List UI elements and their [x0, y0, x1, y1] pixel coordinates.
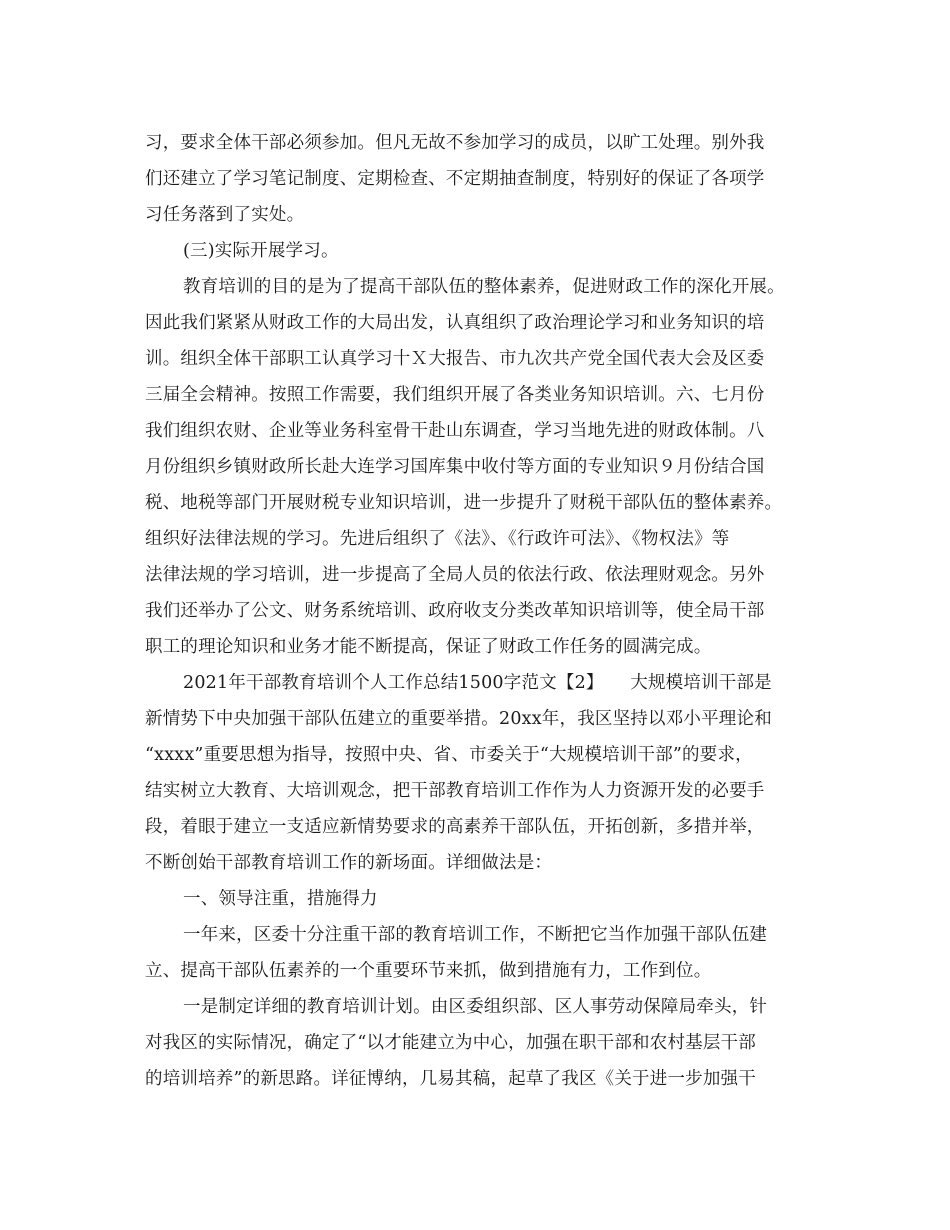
- text-line: 我们还举办了公文、财务系统培训、政府收支分类改革知识培训等，使全局干部: [145, 601, 765, 621]
- text-line: 因此我们紧紧从财政工作的大局出发，认真组织了政治理论学习和业务知识的培: [145, 313, 765, 333]
- text-line: 们还建立了学习笔记制度、定期检查、不定期抽查制度，特别好的保证了各项学: [145, 169, 765, 189]
- text-line: 税、地税等部门开展财税专业知识培训，进一步提升了财税干部队伍的整体素养。: [145, 493, 783, 513]
- text-line: 三届全会精神。按照工作需要，我们组织开展了各类业务知识培训。六、七月份: [145, 385, 765, 405]
- text-line: 对我区的实际情况，确定了“以才能建立为中心，加强在职干部和农村基层干部: [145, 1033, 756, 1053]
- text-line: 月份组织乡镇财政所长赴大连学习国库集中收付等方面的专业知识９月份结合国: [145, 457, 765, 477]
- text-line: 训。组织全体干部职工认真学习十Ｘ大报告、市九次共产党全国代表大会及区委: [145, 349, 765, 369]
- section-heading: (三)实际开展学习。: [183, 241, 339, 261]
- text-line: 组织好法律法规的学习。先进后组织了《法》、《行政许可法》、《物权法》等: [145, 529, 730, 549]
- text-line: 段，着眼于建立一支适应新情势要求的高素养干部队伍，开拓创新，多措并举，: [145, 817, 765, 837]
- text-line: “xxxx”重要思想为指导，按照中央、省、市委关于“大规模培训干部”的要求，: [145, 745, 753, 765]
- text-line: 新情势下中央加强干部队伍建立的重要举措。20xx年，我区坚持以邓小平理论和: [145, 709, 772, 729]
- section-heading: 一、领导注重，措施得力: [183, 889, 378, 909]
- text-line: 教育培训的目的是为了提高干部队伍的整体素养，促进财政工作的深化开展。: [183, 277, 785, 297]
- text-line: 一是制定详细的教育培训计划。由区委组织部、区人事劳动保障局牵头，针: [183, 997, 768, 1017]
- text-line: 习任务落到了实处。: [145, 205, 305, 225]
- text-line: 立、提高干部队伍素养的一个重要环节来抓，做到措施有力，工作到位。: [145, 961, 712, 981]
- text-line: 职工的理论知识和业务才能不断提高，保证了财政工作任务的圆满完成。: [145, 637, 712, 657]
- text-line: 结实树立大教育、大培训观念，把干部教育培训工作作为人力资源开发的必要手: [145, 781, 765, 801]
- text-line: 法律法规的学习培训，进一步提高了全局人员的依法行政、依法理财观念。另外: [145, 565, 765, 585]
- text-line: 我们组织农财、企业等业务科室骨干赴山东调查，学习当地先进的财政体制。八: [145, 421, 765, 441]
- text-line: 不断创始干部教育培训工作的新场面。详细做法是：: [145, 853, 553, 873]
- text-line: 习，要求全体干部必须参加。但凡无故不参加学习的成员，以旷工处理。别外我: [145, 133, 765, 153]
- text-line: 的培训培养”的新思路。详征博纳，几易其稿，起草了我区《关于进一步加强干: [145, 1069, 756, 1089]
- text-line: 一年来，区委十分注重干部的教育培训工作，不断把它当作加强干部队伍建: [183, 925, 768, 945]
- article-title-line: 2021年干部教育培训个人工作总结1500字范文【2】 大规模培训干部是: [183, 673, 772, 693]
